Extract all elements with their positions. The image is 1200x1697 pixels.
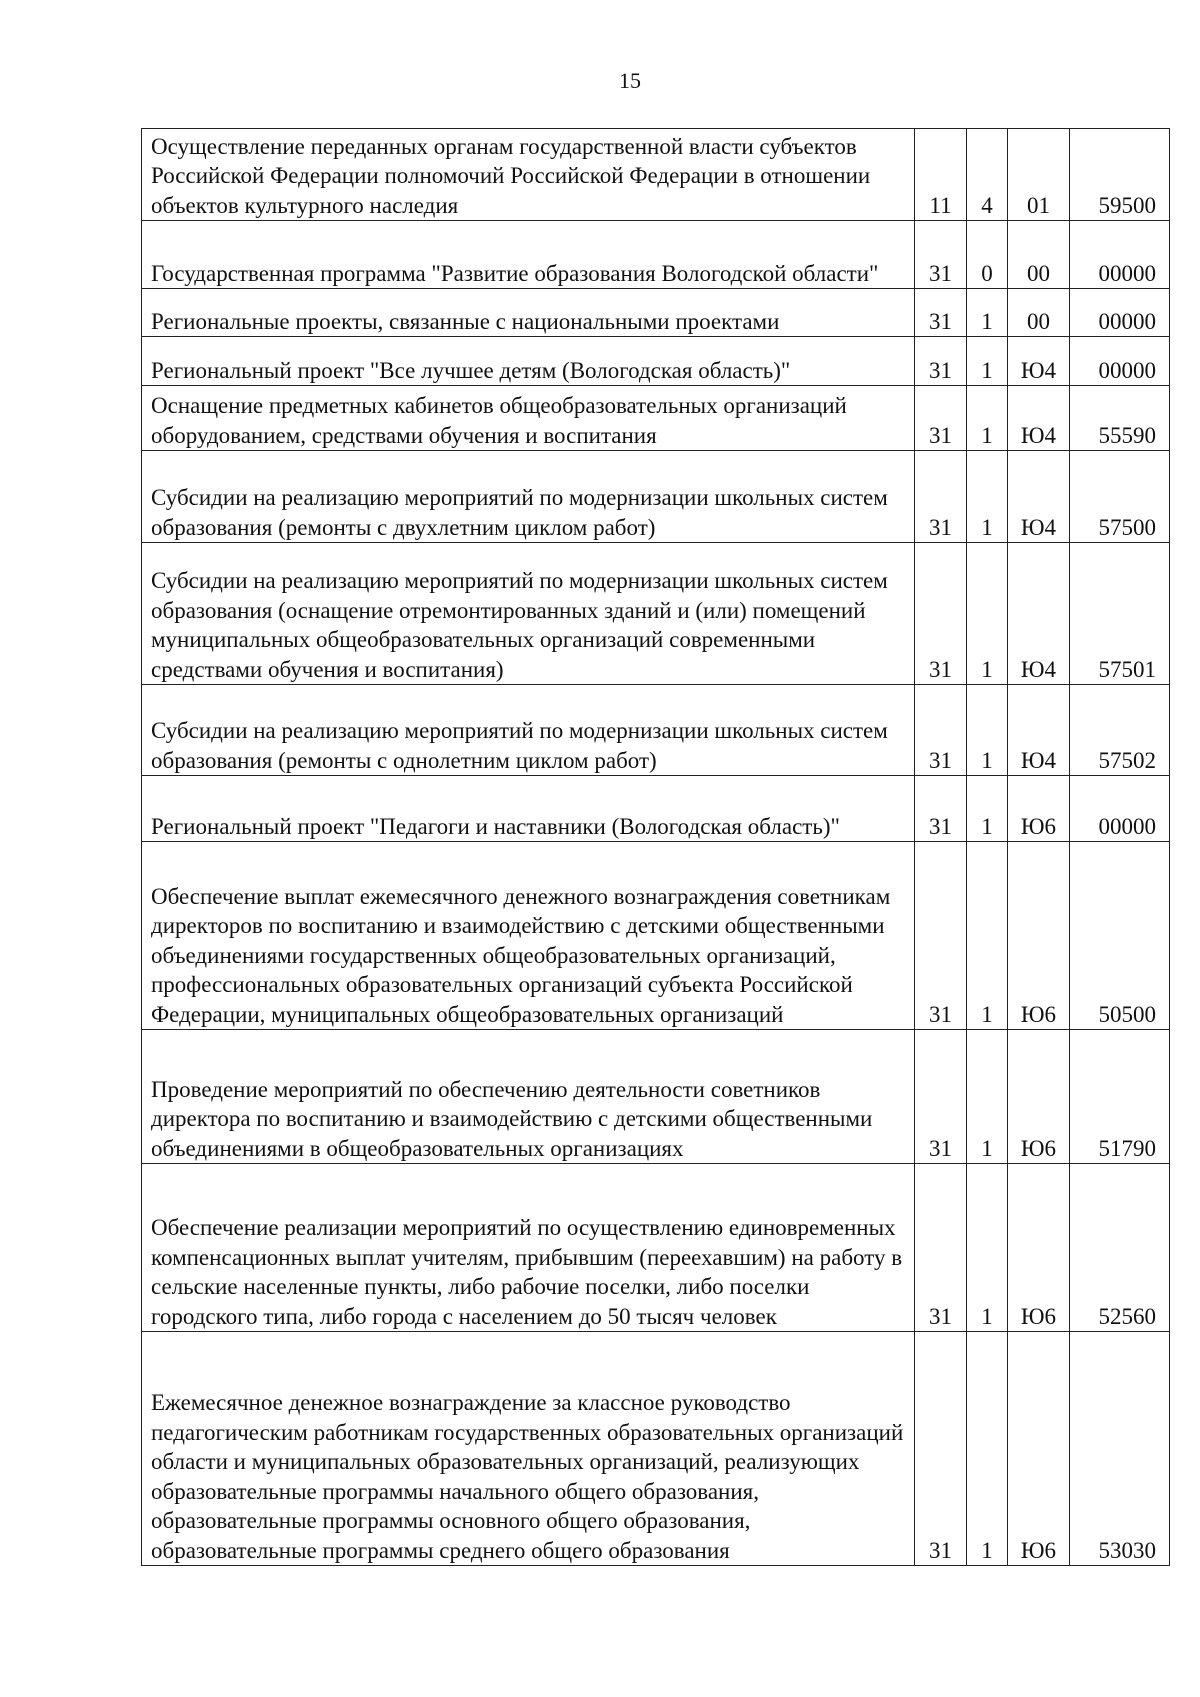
subprogram-code: 1 [967, 1164, 1008, 1332]
row-description: Государственная программа "Развитие образования Вологодской области" [142, 221, 915, 289]
project-code: Ю4 [1008, 685, 1070, 776]
subprogram-code: 1 [967, 386, 1008, 451]
row-description: Субсидии на реализацию мероприятий по модернизации школьных систем образования (ремонты с двухлетним циклом работ) [142, 451, 915, 543]
program-code: 31 [915, 842, 967, 1030]
project-code: Ю4 [1008, 451, 1070, 543]
program-code: 31 [915, 1332, 967, 1566]
table-row [142, 1332, 1170, 1566]
subprogram-code: 1 [967, 1332, 1008, 1566]
row-description: Обеспечение выплат ежемесячного денежного вознаграждения советникам директоров по воспитанию и взаимодействию с детскими общественными объединениями государственных общеобразовательных организаций, профессиональных образовательных организаций субъекта Российской Федерации, муниципальных общеобразовательных организаций [142, 842, 915, 1030]
table-row [142, 221, 1170, 289]
direction-code: 55590 [1070, 386, 1170, 451]
program-code: 31 [915, 386, 967, 451]
direction-code: 00000 [1070, 337, 1170, 386]
table-row [142, 129, 1170, 221]
direction-code: 59500 [1070, 129, 1170, 221]
row-description: Региональный проект "Педагоги и наставники (Вологодская область)" [142, 776, 915, 842]
table-row [142, 386, 1170, 451]
subprogram-code: 0 [967, 221, 1008, 289]
direction-code: 52560 [1070, 1164, 1170, 1332]
table-row [142, 685, 1170, 776]
program-code: 11 [915, 129, 967, 221]
budget-classification-table [141, 128, 1170, 1566]
program-code: 31 [915, 1030, 967, 1164]
table-row [142, 1164, 1170, 1332]
table-row [142, 337, 1170, 386]
direction-code: 50500 [1070, 842, 1170, 1030]
subprogram-code: 1 [967, 842, 1008, 1030]
row-description: Ежемесячное денежное вознаграждение за классное руководство педагогическим работникам государственных образовательных организаций области и муниципальных образовательных организаций, реализующих образовательные программы начального общего образования, образовательные программы основного общего образования, образовательные программы среднего общего образования [142, 1332, 915, 1566]
project-code: Ю4 [1008, 543, 1070, 685]
program-code: 31 [915, 289, 967, 337]
subprogram-code: 1 [967, 289, 1008, 337]
program-code: 31 [915, 451, 967, 543]
row-description: Осуществление переданных органам государственной власти субъектов Российской Федерации полномочий Российской Федерации в отношении объектов культурного наследия [142, 129, 915, 221]
table-row [142, 776, 1170, 842]
project-code: Ю6 [1008, 1030, 1070, 1164]
project-code: Ю6 [1008, 1332, 1070, 1566]
row-description: Субсидии на реализацию мероприятий по модернизации школьных систем образования (оснащение отремонтированных зданий и (или) помещений муниципальных общеобразовательных организаций современными средствами обучения и воспитания) [142, 543, 915, 685]
row-description: Оснащение предметных кабинетов общеобразовательных организаций оборудованием, средствами обучения и воспитания [142, 386, 915, 451]
program-code: 31 [915, 1164, 967, 1332]
program-code: 31 [915, 543, 967, 685]
project-code: Ю6 [1008, 1164, 1070, 1332]
direction-code: 57501 [1070, 543, 1170, 685]
direction-code: 00000 [1070, 776, 1170, 842]
project-code: 00 [1008, 289, 1070, 337]
row-description: Региональные проекты, связанные с национальными проектами [142, 289, 915, 337]
table-row [142, 842, 1170, 1030]
subprogram-code: 1 [967, 543, 1008, 685]
table-row [142, 289, 1170, 337]
project-code: Ю6 [1008, 842, 1070, 1030]
direction-code: 00000 [1070, 221, 1170, 289]
table-row [142, 543, 1170, 685]
direction-code: 51790 [1070, 1030, 1170, 1164]
project-code: Ю4 [1008, 386, 1070, 451]
row-description: Проведение мероприятий по обеспечению деятельности советников директора по воспитанию и взаимодействию с детскими общественными объединениями в общеобразовательных организациях [142, 1030, 915, 1164]
subprogram-code: 1 [967, 1030, 1008, 1164]
direction-code: 00000 [1070, 289, 1170, 337]
subprogram-code: 1 [967, 337, 1008, 386]
project-code: Ю4 [1008, 337, 1070, 386]
row-description: Обеспечение реализации мероприятий по осуществлению единовременных компенсационных выплат учителям, прибывшим (переехавшим) на работу в сельские населенные пункты, либо рабочие поселки, либо поселки городского типа, либо города с населением до 50 тысяч человек [142, 1164, 915, 1332]
subprogram-code: 1 [967, 776, 1008, 842]
direction-code: 53030 [1070, 1332, 1170, 1566]
table-row [142, 1030, 1170, 1164]
program-code: 31 [915, 685, 967, 776]
subprogram-code: 1 [967, 451, 1008, 543]
project-code: 00 [1008, 221, 1070, 289]
row-description: Субсидии на реализацию мероприятий по модернизации школьных систем образования (ремонты с однолетним циклом работ) [142, 685, 915, 776]
program-code: 31 [915, 221, 967, 289]
program-code: 31 [915, 776, 967, 842]
direction-code: 57502 [1070, 685, 1170, 776]
project-code: Ю6 [1008, 776, 1070, 842]
row-description: Региональный проект "Все лучшее детям (Вологодская область)" [142, 337, 915, 386]
table-row [142, 451, 1170, 543]
project-code: 01 [1008, 129, 1070, 221]
subprogram-code: 4 [967, 129, 1008, 221]
program-code: 31 [915, 337, 967, 386]
direction-code: 57500 [1070, 451, 1170, 543]
page-number: 15 [619, 68, 641, 93]
subprogram-code: 1 [967, 685, 1008, 776]
